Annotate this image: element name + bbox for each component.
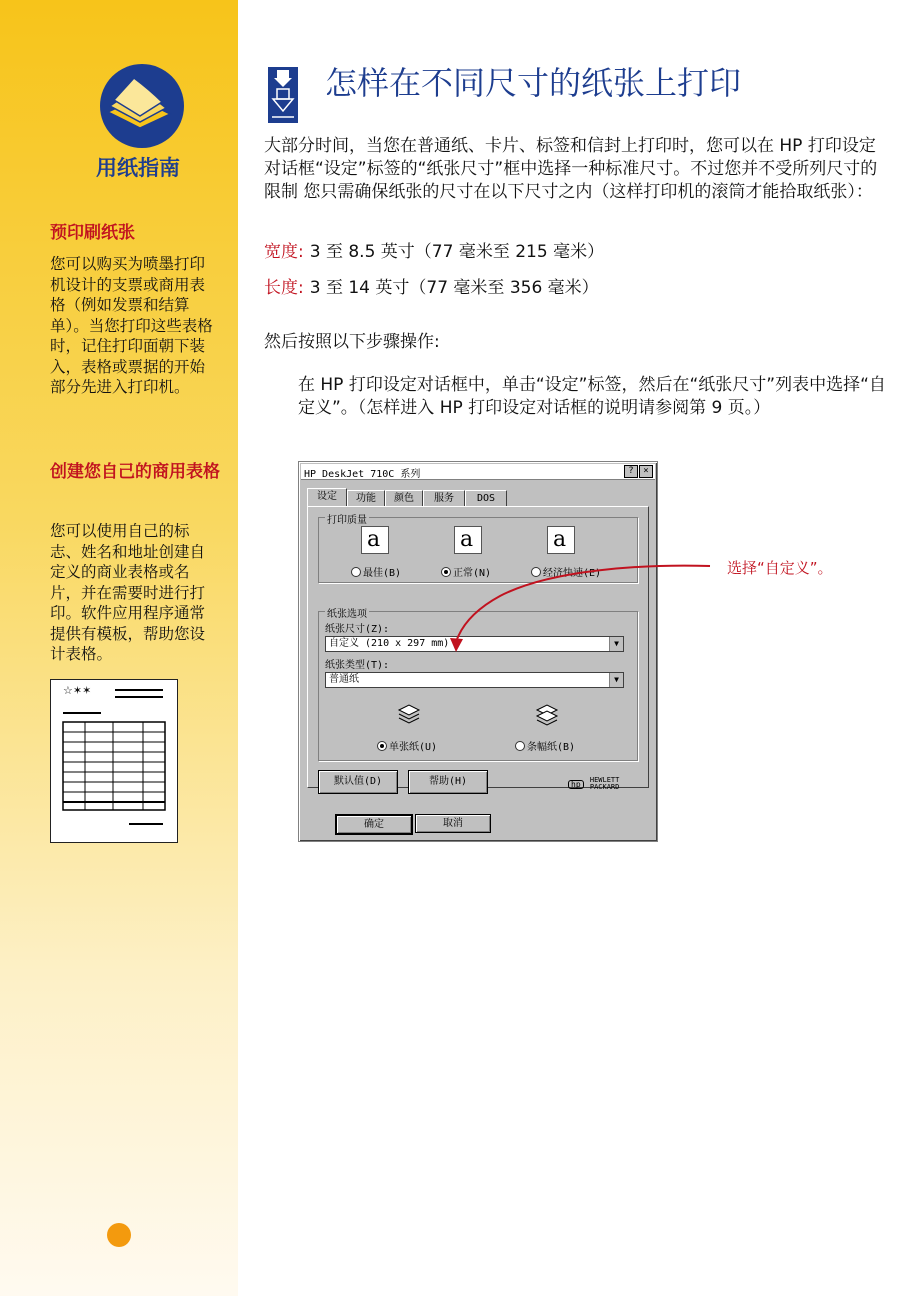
dialog-title: HP DeskJet 710C 系列: [304, 469, 421, 480]
quality-economy-radio[interactable]: 经济快速(E): [531, 564, 601, 579]
chevron-down-icon: ▼: [609, 637, 623, 651]
custom-forms-text: 您可以使用自己的标志、姓名和地址创建自定义的商业表格或名片，并在需要时进行打印。软件应用程序通常提供有模板，帮助您设计表格。: [50, 522, 206, 663]
callout-arrow-icon: [440, 556, 720, 656]
tab-features[interactable]: 功能: [347, 490, 385, 506]
length-spec: [264, 273, 599, 298]
business-form-illustration: [50, 679, 178, 843]
paper-stack-logo-icon: [100, 64, 184, 148]
paper-options-label: 纸张选项: [325, 605, 369, 620]
length-value: 3 至 14 英寸（77 毫米至 356 毫米）: [309, 278, 599, 298]
brand-line-2: PACKARD: [589, 783, 620, 791]
cancel-button[interactable]: 取消: [415, 814, 491, 833]
form-stars-icon: ☆✶✶: [63, 684, 92, 697]
tab-color[interactable]: 颜色: [385, 490, 423, 506]
dialog-titlebar: [301, 464, 655, 480]
banner-paper-icon: [535, 702, 559, 726]
width-label: 宽度:: [264, 242, 304, 262]
single-sheet-radio[interactable]: 单张纸(U): [377, 738, 437, 753]
quality-normal-icon: a: [454, 526, 482, 554]
page-title: 怎样在不同尺寸的纸张上打印: [325, 64, 742, 102]
page-marker-dot: [107, 1223, 131, 1247]
quality-normal-radio[interactable]: 正常(N): [441, 564, 491, 579]
preprinted-paper-text: 您可以购买为喷墨打印机设计的支票或商用表格（例如发票和结算单）。当您打印这些表格时，记住打印面朝下装入，表格或票据的开始部分先进入打印机。: [50, 255, 213, 396]
length-label: 长度:: [264, 278, 304, 298]
quality-economy-icon: a: [547, 526, 575, 554]
sidebar: [0, 0, 238, 1296]
paper-size-select[interactable]: 自定义 (210 x 297 mm) ▼: [325, 636, 624, 652]
preprinted-paper-heading: 预印刷纸张: [50, 223, 135, 243]
help-button[interactable]: 帮助(H): [408, 770, 488, 794]
print-quality-label: 打印质量: [325, 511, 369, 526]
tab-dos[interactable]: DOS: [465, 490, 507, 506]
single-sheet-icon: [397, 702, 421, 726]
tab-settings[interactable]: 设定: [307, 488, 347, 507]
chevron-down-icon: ▼: [609, 673, 623, 687]
brand-line-1: HEWLETT: [589, 776, 620, 784]
paper-type-label: 纸张类型(T):: [325, 660, 390, 671]
intro-paragraph: 大部分时间，当您在普通纸、卡片、标签和信封上打印时，您可以在 HP 打印设定对话框“设定”标签的“纸张尺寸”框中选择一种标准尺寸。不过您并不受所列尺寸的限制 您只需确保纸张的尺寸在以下尺寸之内（这样打印机的滚筒才能拾取纸张）：: [264, 136, 878, 202]
callout-text: 选择“自定义”。: [727, 559, 833, 577]
help-icon[interactable]: ?: [624, 465, 638, 478]
width-spec: [264, 237, 604, 262]
close-icon[interactable]: ×: [639, 465, 653, 478]
paper-type-select[interactable]: 普通纸 ▼: [325, 672, 624, 688]
custom-forms-heading: 创建您自己的商用表格: [50, 462, 220, 482]
hp-logo-icon: hp: [568, 780, 584, 789]
download-arrow-icon: [268, 67, 298, 123]
ok-button[interactable]: 确定: [335, 814, 413, 835]
paper-size-label: 纸张尺寸(Z):: [325, 624, 390, 635]
hp-brand-logo: [568, 777, 619, 791]
width-value: 3 至 8.5 英寸（77 毫米至 215 毫米）: [309, 242, 605, 262]
tab-services[interactable]: 服务: [423, 490, 465, 506]
defaults-button[interactable]: 默认值(D): [318, 770, 398, 794]
steps-intro: 然后按照以下步骤操作:: [264, 332, 440, 352]
step-1-text: 在 HP 打印设定对话框中，单击“设定”标签，然后在“纸张尺寸”列表中选择“自定义”。（怎样进入 HP 打印设定对话框的说明请参阅第 9 页。）: [298, 375, 886, 418]
banner-paper-radio[interactable]: 条幅纸(B): [515, 738, 575, 753]
quality-best-icon: a: [361, 526, 389, 554]
section-title: 用纸指南: [96, 156, 180, 180]
quality-best-radio[interactable]: 最佳(B): [351, 564, 401, 579]
